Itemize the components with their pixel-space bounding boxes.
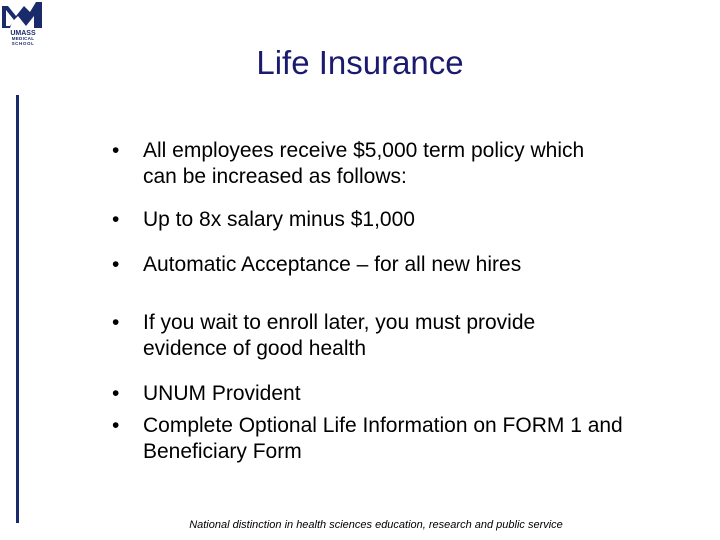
bullet-dot: •	[112, 311, 120, 334]
bullet-dot: •	[112, 253, 120, 276]
logo-text-medical: MEDICAL	[11, 36, 35, 41]
umass-medical-logo	[2, 2, 42, 46]
slide-title: Life Insurance	[256, 44, 464, 81]
bullet-text: Complete Optional Life Information on FORM 1 and Beneficiary Form	[143, 414, 623, 463]
logo-text-umass: UMASS	[10, 30, 36, 37]
bullet-text: Automatic Acceptance – for all new hires	[143, 253, 522, 276]
bullet-dot: •	[112, 414, 120, 437]
bullet-dot: •	[112, 382, 120, 405]
bullet-text: Up to 8x salary minus $1,000	[143, 208, 415, 231]
logo-text-school: SCHOOL	[11, 41, 35, 46]
accent-vertical-line	[16, 95, 19, 523]
footer-tagline: National distinction in health sciences education, research and public service	[189, 519, 563, 531]
umass-medical-logo-icon	[2, 2, 42, 30]
bullet-text: If you wait to enroll later, you must provide evidence of good health	[143, 311, 536, 360]
bullet-dot: •	[112, 208, 120, 231]
bullet-text: All employees receive $5,000 term policy which can be increased as follows:	[143, 139, 585, 188]
bullet-dot: •	[112, 139, 120, 162]
bullet-text: UNUM Provident	[143, 382, 301, 405]
